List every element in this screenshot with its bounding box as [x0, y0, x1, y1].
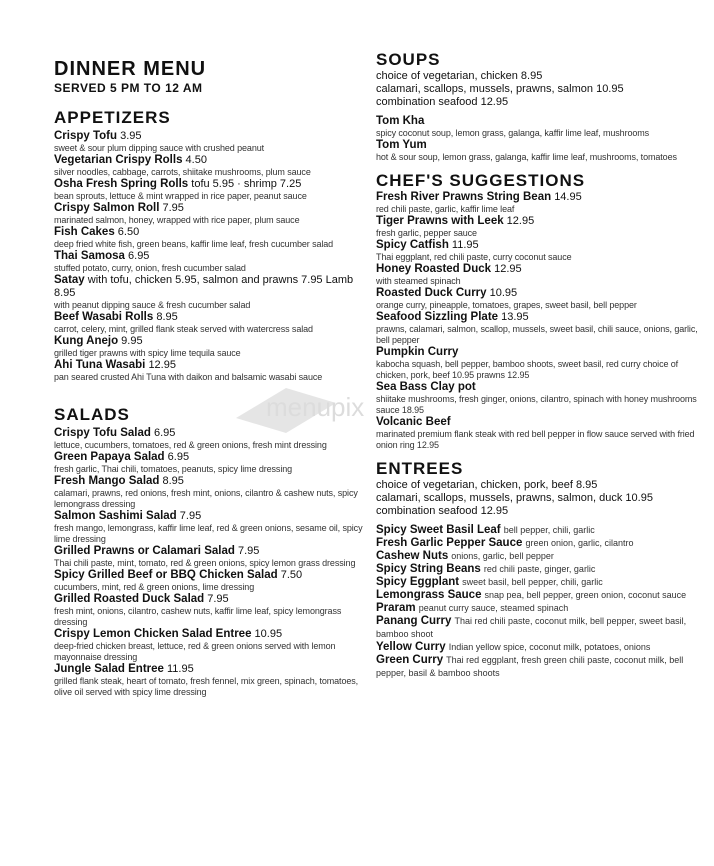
menu-subtitle: SERVED 5 PM TO 12 AM: [54, 81, 203, 95]
item-name: Salmon Sashimi Salad: [54, 510, 177, 522]
item-price: 10.95: [489, 287, 518, 299]
menu-item: [376, 641, 706, 654]
item-name: Kung Anejo: [54, 335, 119, 347]
entrees-list: [376, 524, 706, 680]
item-price: 11.95: [167, 663, 194, 675]
item-name: Green Curry: [376, 654, 444, 666]
menu-item: [376, 239, 706, 252]
menu-item: [54, 593, 364, 606]
item-name: Spicy Sweet Basil Leaf: [376, 524, 501, 536]
item-price: 3.95: [120, 130, 142, 142]
item-description: Indian yellow spice, coconut milk, potatoes, onions: [448, 642, 651, 652]
menu-item: [376, 191, 706, 204]
menu-item: [376, 416, 706, 429]
menu-item: [376, 115, 706, 128]
chefs-heading: CHEF'S SUGGESTIONS: [376, 171, 586, 190]
item-description: hot & sour soup, lemon grass, galanga, kaffir lime leaf, mushrooms, tomatoes: [376, 152, 677, 162]
item-price: 14.95: [554, 191, 582, 203]
item-description: calamari, prawns, red onions, fresh mint, onions, cilantro & cashew nuts, spicy lemongrass dressing: [54, 488, 358, 509]
item-description: shiitake mushrooms, fresh ginger, onions, cilantro, spinach with honey mushrooms sauce 18.95: [376, 394, 697, 415]
price-line: choice of vegetarian, chicken, pork, beef 8.95: [376, 479, 598, 491]
chefs-list: [376, 191, 706, 451]
item-description: orange curry, pineapple, tomatoes, grapes, sweet basil, bell pepper: [376, 300, 637, 310]
entrees-price-lines: [376, 479, 706, 518]
item-price: 12.95: [148, 359, 176, 371]
menu-item: [376, 287, 706, 300]
item-description: fresh mint, onions, cilantro, cashew nuts, kaffir lime leaf, spicy lemongrass dressing: [54, 606, 342, 627]
item-description: fresh garlic, pepper sauce: [376, 228, 477, 238]
menu-item: [376, 311, 706, 324]
item-name: Sea Bass Clay pot: [376, 381, 476, 393]
item-name: Fish Cakes: [54, 226, 115, 238]
item-name: Panang Curry: [376, 615, 452, 627]
item-description: deep fried white fish, green beans, kaffir lime leaf, fresh cucumber salad: [54, 239, 334, 249]
appetizers-list: [54, 130, 364, 383]
item-name: Spicy Eggplant: [376, 576, 460, 588]
item-description: with steamed spinach: [376, 276, 461, 286]
right-column: [376, 50, 706, 680]
item-price: 7.50: [280, 569, 303, 581]
menu-item: [376, 346, 706, 359]
item-name: Roasted Duck Curry: [376, 287, 487, 299]
item-description: peanut curry sauce, steamed spinach: [418, 603, 569, 613]
item-description: prawns, calamari, salmon, scallop, mussels, sweet basil, chili sauce, onions, garlic, bell pepper: [376, 324, 698, 345]
item-price: 4.50: [185, 154, 207, 166]
watermark-text: menupix: [266, 392, 365, 422]
menu-item: [54, 335, 364, 348]
item-name: Crispy Lemon Chicken Salad Entree: [54, 628, 252, 640]
menu-item: [376, 537, 706, 550]
item-description: spicy coconut soup, lemon grass, galanga, kaffir lime leaf, mushrooms: [376, 128, 650, 138]
item-name: Ahi Tuna Wasabi: [54, 359, 146, 371]
price-line: combination seafood 12.95: [376, 96, 509, 108]
item-description: snap pea, bell pepper, green onion, coconut sauce: [484, 590, 687, 600]
menu-item: [376, 563, 706, 576]
menu-item: [54, 663, 364, 676]
item-price: 8.95: [162, 475, 184, 487]
item-name: Cashew Nuts: [376, 550, 449, 562]
item-price: 9.95: [121, 335, 143, 347]
menu-item: [54, 154, 364, 167]
item-price: 6.95: [153, 427, 176, 439]
item-name: Lemongrass Sauce: [376, 589, 482, 601]
item-name: Spicy Grilled Beef or BBQ Chicken Salad: [54, 569, 278, 581]
menu-item: [54, 130, 364, 143]
menu-item: [54, 545, 364, 558]
soups-heading: SOUPS: [376, 50, 441, 69]
item-description: lettuce, cucumbers, tomatoes, red & green onions, fresh mint dressing: [54, 440, 327, 450]
soups-price-lines: [376, 70, 706, 109]
item-description: silver noodles, cabbage, carrots, shiitake mushrooms, plum sauce: [54, 167, 311, 177]
item-price: 7.95: [237, 545, 260, 557]
item-name: Tom Kha: [376, 115, 425, 127]
item-price: 7.95: [207, 593, 229, 605]
menu-item: [376, 263, 706, 276]
item-description: grilled tiger prawns with spicy lime tequila sauce: [54, 348, 241, 358]
menu-item: [54, 451, 364, 464]
item-name: Tiger Prawns with Leek: [376, 215, 504, 227]
menu-item: [376, 215, 706, 228]
item-description: with peanut dipping sauce & fresh cucumber salad: [54, 300, 251, 310]
watermark-logo: [226, 378, 396, 438]
item-description: stuffed potato, curry, onion, fresh cucumber salad: [54, 263, 246, 273]
item-description: fresh mango, lemongrass, kaffir lime leaf, red & green onions, sesame oil, spicy lime dressing: [54, 523, 363, 544]
item-name: Vegetarian Crispy Rolls: [54, 154, 183, 166]
appetizers-heading: APPETIZERS: [54, 108, 171, 127]
item-name: Honey Roasted Duck: [376, 263, 492, 275]
item-name: Tom Yum: [376, 139, 427, 151]
price-line: combination seafood 12.95: [376, 505, 509, 517]
item-name: Fresh Garlic Pepper Sauce: [376, 537, 523, 549]
item-description: Thai eggplant, red chili paste, curry coconut sauce: [376, 252, 572, 262]
item-name: Yellow Curry: [376, 641, 446, 653]
item-description: cucumbers, mint, red & green onions, lime dressing: [54, 582, 255, 592]
item-name: Spicy String Beans: [376, 563, 481, 575]
entrees-heading: ENTREES: [376, 459, 464, 478]
item-name: Praram: [376, 602, 416, 614]
item-description: deep-fried chicken breast, lettuce, red & green onions served with lemon mayonnaise dressing: [54, 641, 336, 662]
menu-item: [54, 628, 364, 641]
menu-item: [54, 202, 364, 215]
menu-item: [376, 576, 706, 589]
price-line: calamari, scallops, mussels, prawns, salmon, duck 10.95: [376, 492, 653, 504]
price-line: choice of vegetarian, chicken 8.95: [376, 70, 543, 82]
item-name: Crispy Salmon Roll: [54, 202, 160, 214]
item-price: 6.95: [167, 451, 190, 463]
item-name: Fresh Mango Salad: [54, 475, 160, 487]
item-name: Grilled Prawns or Calamari Salad: [54, 545, 235, 557]
menu-item: [376, 139, 706, 152]
item-name: Fresh River Prawns String Bean: [376, 191, 552, 203]
item-description: sweet basil, bell pepper, chili, garlic: [462, 577, 603, 587]
item-name: Thai Samosa: [54, 250, 125, 262]
item-description: Thai chili paste, mint, tomato, red & green onions, spicy lemon grass dressing: [54, 558, 356, 568]
item-name: Jungle Salad Entree: [54, 663, 164, 675]
menu-item: [54, 226, 364, 239]
soups-list: [376, 115, 706, 163]
item-description: onions, garlic, bell pepper: [451, 551, 554, 561]
item-description: bell pepper, chili, garlic: [503, 525, 595, 535]
item-price: 13.95: [501, 311, 529, 323]
item-description: red chili paste, ginger, garlic: [483, 564, 596, 574]
menu-item: [54, 475, 364, 488]
menu-item: [376, 550, 706, 563]
menu-item: [54, 178, 364, 191]
item-description: pan seared crusted Ahi Tuna with daikon and balsamic wasabi sauce: [54, 372, 323, 382]
item-description: bean sprouts, lettuce & mint wrapped in rice paper, peanut sauce: [54, 191, 307, 201]
item-description: marinated salmon, honey, wrapped with rice paper, plum sauce: [54, 215, 300, 225]
menu-item: [54, 311, 364, 324]
item-price: 7.95: [162, 202, 184, 214]
item-description: fresh garlic, Thai chili, tomatoes, peanuts, spicy lime dressing: [54, 464, 293, 474]
item-name: Green Papaya Salad: [54, 451, 165, 463]
item-description: kabocha squash, bell pepper, bamboo shoots, sweet basil, red curry choice of chicken, pork, beef 10.95 prawns 12.95: [376, 359, 679, 380]
item-description: green onion, garlic, cilantro: [525, 538, 634, 548]
item-price: 6.95: [128, 250, 150, 262]
menu-item: [54, 510, 364, 523]
item-description: carrot, celery, mint, grilled flank steak served with watercress salad: [54, 324, 313, 334]
menu-item: [376, 602, 706, 615]
item-name: Volcanic Beef: [376, 416, 451, 428]
menu-item: [54, 569, 364, 582]
price-line: calamari, scallops, mussels, prawns, salmon 10.95: [376, 83, 624, 95]
item-name: Osha Fresh Spring Rolls: [54, 178, 189, 190]
item-name: Crispy Tofu: [54, 130, 118, 142]
menu-item: [54, 250, 364, 263]
menu-item: [54, 274, 364, 300]
item-name: Seafood Sizzling Plate: [376, 311, 499, 323]
salads-heading: SALADS: [54, 405, 130, 424]
item-description: Thai red chili paste, coconut milk, bell pepper, sweet basil, bamboo shoot: [376, 616, 687, 639]
item-price: 11.95: [451, 239, 479, 251]
item-price: with tofu, chicken 5.95, salmon and prawns 7.95 Lamb 8.95: [54, 274, 354, 299]
menu-item: [376, 381, 706, 394]
menu-item: [376, 654, 706, 680]
salads-list: [54, 427, 364, 698]
item-description: grilled flank steak, heart of tomato, fresh fennel, mix green, spinach, tomatoes, olive oil served with spicy lime dressing: [54, 676, 359, 697]
menu-item: [376, 524, 706, 537]
item-description: Thai red eggplant, fresh green chili paste, coconut milk, bell pepper, basil & bamboo shoots: [376, 655, 684, 678]
item-price: 6.50: [117, 226, 140, 238]
item-price: tofu 5.95 · shrimp 7.25: [191, 178, 302, 190]
item-name: Crispy Tofu Salad: [54, 427, 151, 439]
item-name: Spicy Catfish: [376, 239, 449, 251]
item-price: 10.95: [254, 628, 283, 640]
menu-item: [54, 359, 364, 372]
item-price: 12.95: [494, 263, 522, 275]
item-name: Satay: [54, 274, 85, 286]
item-name: Grilled Roasted Duck Salad: [54, 593, 205, 605]
item-price: 7.95: [179, 510, 202, 522]
item-name: Pumpkin Curry: [376, 346, 459, 358]
item-description: sweet & sour plum dipping sauce with crushed peanut: [54, 143, 265, 153]
item-price: 8.95: [156, 311, 178, 323]
menu-item: [376, 615, 706, 641]
item-description: marinated premium flank steak with red bell pepper in flow sauce served with fried onion ring 12.95: [376, 429, 695, 450]
item-price: 12.95: [506, 215, 535, 227]
menu-title: DINNER MENU: [54, 58, 207, 80]
item-description: red chili paste, garlic, kaffir lime leaf: [376, 204, 515, 214]
item-name: Beef Wasabi Rolls: [54, 311, 154, 323]
menu-item: [376, 589, 706, 602]
